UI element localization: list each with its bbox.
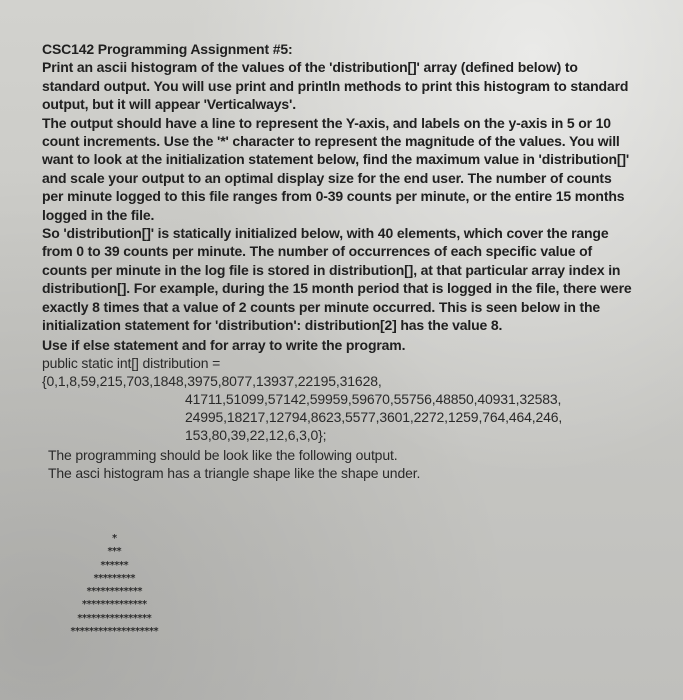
assignment-title: CSC142 Programming Assignment #5:	[42, 41, 293, 57]
assignment-text	[42, 40, 632, 483]
histogram-row: ***	[107, 546, 121, 558]
paragraph-intro: Print an ascii histogram of the values of the 'distribution[]' array (defined below) to standard output. You will use print and println methods to print this histogram to standard output, but it will appear 'Verticalways'.	[42, 59, 629, 113]
instruction-line: Use if else statement and for array to write the program.	[42, 336, 406, 353]
histogram-row: ****************	[77, 612, 151, 624]
histogram-row: ************	[86, 586, 142, 598]
code-line-2: 41711,51099,57142,59959,59670,55756,48850,40931,32583,	[185, 390, 562, 407]
histogram-row: *******************	[70, 626, 158, 638]
ascii-histogram	[40, 532, 200, 638]
output-note-2: The asci histogram has a triangle shape like the shape under.	[48, 465, 421, 482]
code-line-4: 153,80,39,22,12,6,3,0};	[185, 426, 327, 443]
paragraph-distribution-explanation: So 'distribution[]' is statically initialized below, with 40 elements, which cover the range from 0 to 39 counts per minute. The number of occurrences of each specific value of counts per minute in the log file is stored in distribution[], at that particular array index in distribution[]. For example, during the 15 month period that is logged in the file, there were exactly 8 times that a value of 2 counts per minute occurred. This is seen below in the initialization statement for 'distribution': distribution[2] has the value 8.	[42, 225, 632, 334]
code-line-3: 24995,18217,12794,8623,5577,3601,2272,1259,764,464,246,	[185, 408, 563, 425]
histogram-row: *********	[93, 572, 135, 584]
code-block	[42, 354, 632, 444]
code-declaration: public static int[] distribution =	[42, 354, 221, 371]
output-note-1: The programming should be look like the following output.	[48, 446, 398, 463]
code-line-1: {0,1,8,59,215,703,1848,3975,8077,13937,22195,31628,	[42, 372, 382, 389]
paragraph-output-requirements: The output should have a line to represent the Y-axis, and labels on the y-axis in 5 or 10 count increments. Use the '*' character to represent the magnitude of the values. You will want to look at the initialization statement below, find the maximum value in 'distribution[]' and scale your output to an optimal display size for the end user. The number of counts per minute logged to this file ranges from 0-39 counts per minute, or the entire 15 months logged in the file.	[42, 114, 630, 223]
histogram-row: ******	[100, 559, 128, 571]
histogram-row: *	[111, 533, 117, 544]
histogram-row: **************	[81, 599, 147, 611]
